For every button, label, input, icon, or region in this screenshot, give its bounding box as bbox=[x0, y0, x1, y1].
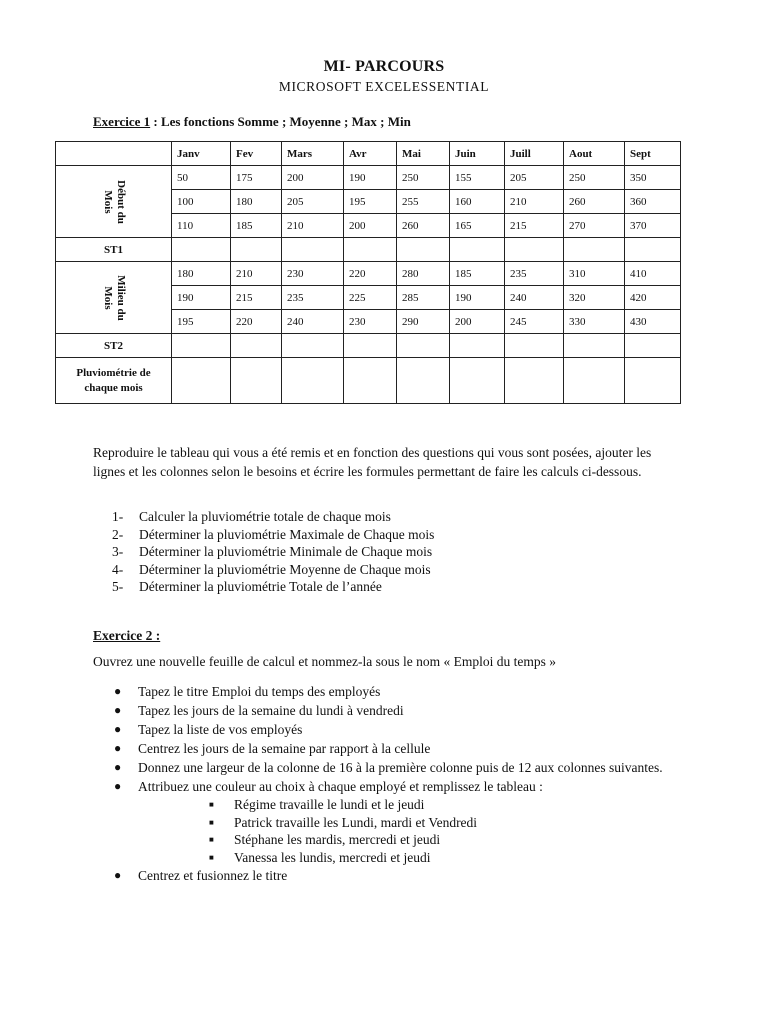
table-cell: 190 bbox=[172, 286, 231, 310]
instructions-paragraph: Reproduire le tableau qui vous a été remis et en fonction des questions qui vous sont posées, ajouter les lignes et les colonnes selon le besoins et écrire les formules permettant de faire les calculs ci-dessous. bbox=[93, 445, 652, 479]
table-cell: 240 bbox=[282, 310, 344, 334]
table-cell: 180 bbox=[172, 262, 231, 286]
table-cell: 230 bbox=[282, 262, 344, 286]
bullet-icon: ● bbox=[114, 779, 122, 793]
exercise2-intro: Ouvrez une nouvelle feuille de calcul et nommez-la sous le nom « Emploi du temps » bbox=[93, 654, 556, 669]
table-cell: 330 bbox=[564, 310, 625, 334]
square-bullet-icon: ■ bbox=[209, 817, 214, 827]
questions-list bbox=[112, 508, 434, 596]
list-item bbox=[112, 758, 692, 777]
table-cell: 175 bbox=[231, 166, 282, 190]
empty-cell bbox=[344, 238, 397, 262]
st1-label: ST1 bbox=[56, 238, 172, 262]
table-cell: 420 bbox=[625, 286, 681, 310]
exercise2-heading: Exercice 2 : bbox=[93, 628, 161, 643]
question-number: 3- bbox=[112, 544, 124, 560]
empty-cell bbox=[231, 358, 282, 404]
question-text: Déterminer la pluviométrie Minimale de Chaque mois bbox=[139, 544, 433, 560]
table-row bbox=[56, 262, 681, 286]
exercise1-heading bbox=[93, 114, 411, 130]
empty-cell bbox=[505, 334, 564, 358]
group-label-milieu-text: Milieu du Mois bbox=[101, 274, 127, 321]
exercise1-label: Exercice 1 bbox=[93, 114, 151, 129]
list-item bbox=[209, 831, 692, 849]
list-item bbox=[112, 578, 434, 596]
table-cell: 205 bbox=[282, 190, 344, 214]
table-cell: 410 bbox=[625, 262, 681, 286]
bullet-icon: ● bbox=[114, 760, 122, 774]
exercise2-bullet-list bbox=[112, 682, 692, 885]
table-row bbox=[56, 166, 681, 190]
employee-sublist bbox=[138, 796, 692, 866]
pluviometry-label bbox=[56, 358, 172, 404]
document-subtitle: MICROSOFT EXCELESSENTIAL bbox=[278, 79, 490, 94]
sub-item-text: Vanessa les lundis, mercredi et jeudi bbox=[234, 849, 431, 865]
table-cell: 190 bbox=[344, 166, 397, 190]
question-number: 2- bbox=[112, 526, 124, 542]
square-bullet-icon: ■ bbox=[209, 852, 214, 862]
st2-label: ST2 bbox=[56, 334, 172, 358]
table-cell: 180 bbox=[231, 190, 282, 214]
table-cell: 200 bbox=[344, 214, 397, 238]
table-cell: 110 bbox=[172, 214, 231, 238]
table-cell: 430 bbox=[625, 310, 681, 334]
table-cell: 100 bbox=[172, 190, 231, 214]
list-item bbox=[209, 849, 692, 867]
table-cell: 255 bbox=[397, 190, 450, 214]
table-cell: 285 bbox=[397, 286, 450, 310]
bullet-icon: ● bbox=[114, 741, 122, 755]
bullet-text: Donnez une largeur de la colonne de 16 à la première colonne puis de 12 aux colonnes suivantes. bbox=[138, 760, 663, 775]
table-cell: 215 bbox=[231, 286, 282, 310]
bullet-icon: ● bbox=[114, 703, 122, 717]
rainfall-table bbox=[55, 141, 681, 404]
sub-item-text: Régime travaille le lundi et le jeudi bbox=[234, 797, 425, 812]
question-number: 5- bbox=[112, 579, 124, 595]
table-cell: 210 bbox=[231, 262, 282, 286]
table-cell: 190 bbox=[450, 286, 505, 310]
list-item bbox=[209, 814, 692, 832]
table-cell: 225 bbox=[344, 286, 397, 310]
bullet-icon: ● bbox=[114, 868, 122, 883]
table-cell: 370 bbox=[625, 214, 681, 238]
empty-cell bbox=[450, 238, 505, 262]
list-item bbox=[112, 543, 434, 561]
table-cell: 50 bbox=[172, 166, 231, 190]
empty-cell bbox=[172, 238, 231, 262]
table-cell: 195 bbox=[172, 310, 231, 334]
bullet-icon: ● bbox=[114, 722, 122, 736]
list-item bbox=[112, 561, 434, 579]
month-header: Mars bbox=[282, 142, 344, 166]
document-title: MI- PARCOURS bbox=[323, 58, 445, 75]
empty-cell bbox=[172, 334, 231, 358]
table-cell: 210 bbox=[505, 190, 564, 214]
bullet-text: Tapez la liste de vos employés bbox=[138, 722, 303, 737]
empty-cell bbox=[231, 334, 282, 358]
bullet-text: Attribuez une couleur au choix à chaque employé et remplissez le tableau : bbox=[138, 779, 543, 794]
empty-cell bbox=[450, 334, 505, 358]
table-cell: 360 bbox=[625, 190, 681, 214]
bullet-text: Centrez les jours de la semaine par rapport à la cellule bbox=[138, 741, 431, 756]
bullet-text: Tapez les jours de la semaine du lundi à vendredi bbox=[138, 703, 404, 718]
table-cell: 350 bbox=[625, 166, 681, 190]
table-cell: 195 bbox=[344, 190, 397, 214]
table-cell: 220 bbox=[344, 262, 397, 286]
square-bullet-icon: ■ bbox=[209, 835, 214, 845]
table-cell: 155 bbox=[450, 166, 505, 190]
empty-cell bbox=[625, 334, 681, 358]
empty-cell bbox=[450, 358, 505, 404]
empty-cell bbox=[282, 358, 344, 404]
sub-item-text: Patrick travaille les Lundi, mardi et Vendredi bbox=[234, 814, 478, 830]
table-cell: 245 bbox=[505, 310, 564, 334]
table-cell: 185 bbox=[231, 214, 282, 238]
table-cell: 165 bbox=[450, 214, 505, 238]
table-cell: 280 bbox=[397, 262, 450, 286]
empty-cell bbox=[564, 358, 625, 404]
table-cell: 260 bbox=[397, 214, 450, 238]
exercise1-title: : Les fonctions Somme ; Moyenne ; Max ; Min bbox=[150, 114, 411, 129]
empty-cell bbox=[344, 358, 397, 404]
list-item bbox=[112, 866, 692, 885]
table-cell: 270 bbox=[564, 214, 625, 238]
table-cell: 320 bbox=[564, 286, 625, 310]
empty-cell bbox=[172, 358, 231, 404]
month-header: Sept bbox=[625, 142, 681, 166]
empty-cell bbox=[564, 238, 625, 262]
question-text: Déterminer la pluviométrie Totale de l’année bbox=[139, 579, 382, 595]
list-item bbox=[112, 526, 434, 544]
table-cell: 260 bbox=[564, 190, 625, 214]
month-header: Juin bbox=[450, 142, 505, 166]
question-text: Déterminer la pluviométrie Maximale de Chaque mois bbox=[139, 526, 435, 542]
table-cell: 200 bbox=[282, 166, 344, 190]
question-text: Calculer la pluviométrie totale de chaque mois bbox=[139, 509, 391, 524]
month-header: Aout bbox=[564, 142, 625, 166]
table-cell: 230 bbox=[344, 310, 397, 334]
empty-cell bbox=[282, 238, 344, 262]
list-item bbox=[112, 682, 692, 701]
subtotal-row-st2 bbox=[56, 334, 681, 358]
bullet-text: Centrez et fusionnez le titre bbox=[138, 868, 288, 884]
table-cell: 250 bbox=[564, 166, 625, 190]
list-item bbox=[209, 796, 692, 814]
list-item bbox=[112, 720, 692, 739]
empty-cell bbox=[397, 238, 450, 262]
table-corner-cell bbox=[56, 142, 172, 166]
table-cell: 235 bbox=[505, 262, 564, 286]
question-text: Déterminer la pluviométrie Moyenne de Chaque mois bbox=[139, 561, 431, 577]
subtotal-row-st1 bbox=[56, 238, 681, 262]
table-cell: 290 bbox=[397, 310, 450, 334]
pluviometry-label-line2: chaque mois bbox=[84, 381, 143, 394]
empty-cell bbox=[625, 358, 681, 404]
table-cell: 310 bbox=[564, 262, 625, 286]
table-cell: 210 bbox=[282, 214, 344, 238]
list-item bbox=[112, 777, 692, 866]
group-label-milieu bbox=[56, 262, 172, 334]
square-bullet-icon: ■ bbox=[209, 800, 214, 809]
pluviometry-label-line1: Pluviométrie de bbox=[76, 366, 151, 379]
month-header: Fev bbox=[231, 142, 282, 166]
group-label-debut bbox=[56, 166, 172, 238]
group-label-debut-text: Début du Mois bbox=[101, 179, 127, 224]
list-item bbox=[112, 508, 434, 526]
pluviometry-row bbox=[56, 358, 681, 404]
month-header: Mai bbox=[397, 142, 450, 166]
table-cell: 215 bbox=[505, 214, 564, 238]
bullet-text: Tapez le titre Emploi du temps des employés bbox=[138, 684, 381, 699]
month-header: Janv bbox=[172, 142, 231, 166]
table-cell: 205 bbox=[505, 166, 564, 190]
month-header: Juill bbox=[505, 142, 564, 166]
table-cell: 200 bbox=[450, 310, 505, 334]
empty-cell bbox=[397, 334, 450, 358]
empty-cell bbox=[564, 334, 625, 358]
empty-cell bbox=[625, 238, 681, 262]
empty-cell bbox=[282, 334, 344, 358]
table-header-row bbox=[56, 142, 681, 166]
table-cell: 160 bbox=[450, 190, 505, 214]
empty-cell bbox=[505, 238, 564, 262]
bullet-icon: ● bbox=[114, 684, 122, 698]
empty-cell bbox=[344, 334, 397, 358]
empty-cell bbox=[397, 358, 450, 404]
month-header: Avr bbox=[344, 142, 397, 166]
sub-item-text: Stéphane les mardis, mercredi et jeudi bbox=[234, 832, 441, 848]
table-cell: 185 bbox=[450, 262, 505, 286]
table-cell: 250 bbox=[397, 166, 450, 190]
question-number: 1- bbox=[112, 509, 124, 524]
empty-cell bbox=[505, 358, 564, 404]
table-cell: 235 bbox=[282, 286, 344, 310]
empty-cell bbox=[231, 238, 282, 262]
table-cell: 220 bbox=[231, 310, 282, 334]
table-cell: 240 bbox=[505, 286, 564, 310]
list-item bbox=[112, 701, 692, 720]
question-number: 4- bbox=[112, 561, 124, 577]
list-item bbox=[112, 739, 692, 758]
